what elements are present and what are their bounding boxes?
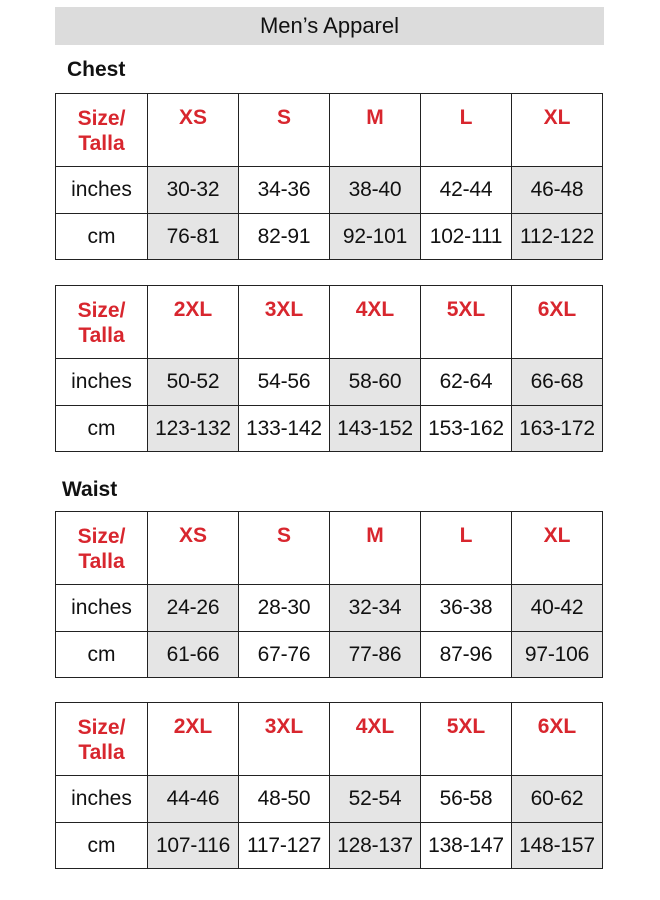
section-title-chest: Chest: [67, 58, 126, 81]
size-table-waist-1: [55, 511, 603, 678]
cm-value: 128-137: [330, 823, 421, 869]
size-cell: M: [330, 94, 421, 167]
size-cell: L: [421, 94, 512, 167]
inches-value: 40-42: [512, 585, 603, 632]
cm-row: [56, 406, 603, 452]
inches-value: 48-50: [239, 776, 330, 823]
size-header-row: [56, 94, 603, 167]
inches-value: 54-56: [239, 359, 330, 406]
inches-label: inches: [56, 359, 148, 406]
inches-value: 30-32: [148, 167, 239, 214]
cm-row: [56, 823, 603, 869]
cm-label: cm: [56, 406, 148, 452]
cm-value: 82-91: [239, 214, 330, 260]
cm-value: 107-116: [148, 823, 239, 869]
section-title-waist: Waist: [62, 478, 118, 501]
size-header-row: [56, 286, 603, 359]
cm-row: [56, 632, 603, 678]
size-header-row: [56, 512, 603, 585]
size-cell: 6XL: [512, 286, 603, 359]
size-header-row: [56, 703, 603, 776]
inches-value: 60-62: [512, 776, 603, 823]
size-cell: XL: [512, 512, 603, 585]
inches-value: 34-36: [239, 167, 330, 214]
inches-value: 46-48: [512, 167, 603, 214]
size-cell: L: [421, 512, 512, 585]
inches-value: 28-30: [239, 585, 330, 632]
cm-value: 138-147: [421, 823, 512, 869]
size-table-chest-1: [55, 93, 603, 260]
cm-value: 123-132: [148, 406, 239, 452]
inches-value: 52-54: [330, 776, 421, 823]
inches-value: 32-34: [330, 585, 421, 632]
inches-value: 36-38: [421, 585, 512, 632]
size-label-cell: Size/ Talla: [56, 286, 148, 359]
cm-value: 87-96: [421, 632, 512, 678]
inches-row: [56, 776, 603, 823]
size-label-cell: Size/ Talla: [56, 512, 148, 585]
size-cell: XL: [512, 94, 603, 167]
cm-value: 133-142: [239, 406, 330, 452]
inches-row: [56, 167, 603, 214]
cm-value: 67-76: [239, 632, 330, 678]
cm-value: 92-101: [330, 214, 421, 260]
cm-value: 61-66: [148, 632, 239, 678]
size-cell: XS: [148, 512, 239, 585]
size-cell: 5XL: [421, 286, 512, 359]
cm-value: 97-106: [512, 632, 603, 678]
inches-row: [56, 359, 603, 406]
cm-value: 143-152: [330, 406, 421, 452]
cm-value: 77-86: [330, 632, 421, 678]
cm-value: 148-157: [512, 823, 603, 869]
cm-row: [56, 214, 603, 260]
inches-row: [56, 585, 603, 632]
inches-value: 50-52: [148, 359, 239, 406]
cm-value: 112-122: [512, 214, 603, 260]
cm-value: 117-127: [239, 823, 330, 869]
inches-value: 38-40: [330, 167, 421, 214]
inches-value: 66-68: [512, 359, 603, 406]
inches-value: 56-58: [421, 776, 512, 823]
size-cell: 5XL: [421, 703, 512, 776]
size-cell: 4XL: [330, 286, 421, 359]
cm-label: cm: [56, 214, 148, 260]
size-cell: S: [239, 94, 330, 167]
size-table-waist-2: [55, 702, 603, 869]
size-table-chest-2: [55, 285, 603, 452]
size-cell: 4XL: [330, 703, 421, 776]
inches-label: inches: [56, 167, 148, 214]
inches-label: inches: [56, 585, 148, 632]
cm-label: cm: [56, 823, 148, 869]
cm-label: cm: [56, 632, 148, 678]
inches-value: 42-44: [421, 167, 512, 214]
inches-value: 44-46: [148, 776, 239, 823]
inches-value: 24-26: [148, 585, 239, 632]
inches-value: 62-64: [421, 359, 512, 406]
size-cell: 6XL: [512, 703, 603, 776]
size-cell: 2XL: [148, 703, 239, 776]
page-title: Men’s Apparel: [259, 13, 399, 38]
size-cell: 3XL: [239, 286, 330, 359]
size-cell: S: [239, 512, 330, 585]
size-cell: XS: [148, 94, 239, 167]
inches-value: 58-60: [330, 359, 421, 406]
size-label-cell: Size/ Talla: [56, 703, 148, 776]
cm-value: 102-111: [421, 214, 512, 260]
size-label-cell: Size/ Talla: [56, 94, 148, 167]
cm-value: 153-162: [421, 406, 512, 452]
page-title-bar: [55, 7, 604, 45]
inches-label: inches: [56, 776, 148, 823]
size-cell: 3XL: [239, 703, 330, 776]
size-cell: 2XL: [148, 286, 239, 359]
size-cell: M: [330, 512, 421, 585]
cm-value: 76-81: [148, 214, 239, 260]
cm-value: 163-172: [512, 406, 603, 452]
